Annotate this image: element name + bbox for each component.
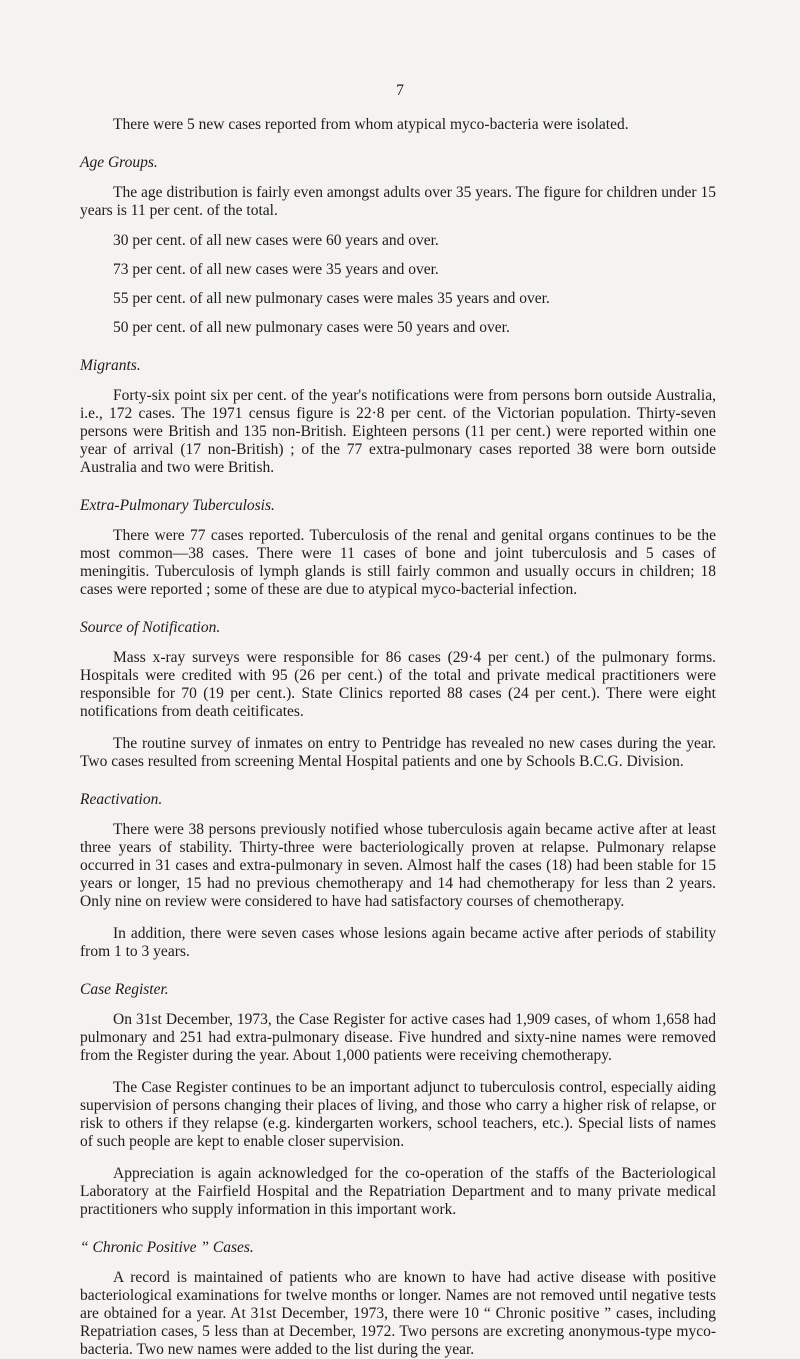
section-paragraph: The Case Register continues to be an important adjunct to tuberculosis control, especially aiding supervision of persons changing their places of living, and those who carry a higher risk of relapse, or risk to others if they relapse (e.g. kindergarten workers, school teachers, etc.). Special lists of names of such people are kept to enable closer supervision. <box>80 1079 716 1150</box>
section-paragraph: There were 77 cases reported. Tuberculosis of the renal and genital organs continues to be the most common—38 cases. There were 11 cases of bone and joint tuberculosis and 5 cases of meningitis. Tuberculosis of lymph glands is still fairly common and usually occurs in children; 18 cases were reported ; some of these are due to atypical myco-bacterial infection. <box>80 527 716 598</box>
section-paragraph: Mass x-ray surveys were responsible for 86 cases (29·4 per cent.) of the pulmonary forms. Hospitals were credited with 95 (26 per cent.) of the total and private medical practitioners were responsible for 70 (19 per cent.). State Clinics reported 88 cases (24 per cent.). There were eight notifications from death ceitificates. <box>80 649 716 720</box>
page-content <box>80 116 716 1359</box>
section-heading: Migrants. <box>80 357 141 374</box>
age-stats-list <box>80 232 716 337</box>
section-reactivation <box>80 791 716 961</box>
section-extra-pulmonary <box>80 497 716 599</box>
intro-paragraph: There were 5 new cases reported from whom atypical myco-bacteria were isolated. <box>113 116 629 133</box>
section-heading: Extra-Pulmonary Tuberculosis. <box>80 497 275 514</box>
section-heading: Age Groups. <box>80 154 158 171</box>
section-paragraph: The age distribution is fairly even amongst adults over 35 years. The figure for children under 15 years is 11 per cent. of the total. <box>80 184 716 219</box>
section-paragraph: The routine survey of inmates on entry to Pentridge has revealed no new cases during the year. Two cases resulted from screening Mental Hospital patients and one by Schools B.C.G. Division. <box>80 735 716 770</box>
section-source-of-notification <box>80 619 716 771</box>
section-heading: Case Register. <box>80 981 169 998</box>
section-paragraph: Appreciation is again acknowledged for the co-operation of the staffs of the Bacteriological Laboratory at the Fairfield Hospital and the Repatriation Department and to many private medical practitioners who supply information in this important work. <box>80 1165 716 1218</box>
section-paragraph: Forty-six point six per cent. of the year's notifications were from persons born outside Australia, i.e., 172 cases. The 1971 census figure is 22·8 per cent. of the Victorian population. Thirty-seven persons were British and 135 non-British. Eighteen persons (11 per cent.) were reported within one year of arrival (17 non-British) ; of the 77 extra-pulmonary cases reported 38 were born outside Australia and two were British. <box>80 387 716 476</box>
page-number: 7 <box>396 82 404 99</box>
stat-item: 30 per cent. of all new cases were 60 years and over. <box>113 232 439 249</box>
section-heading: “ Chronic Positive ” Cases. <box>80 1239 254 1256</box>
section-paragraph: A record is maintained of patients who are known to have had active disease with positive bacteriological examinations for twelve months or longer. Names are not removed until negative tests are obtained for a year. At 31st December, 1973, there were 10 “ Chronic positive ” cases, including Repatriation cases, 5 less than at December, 1972. Two persons are excreting anonymous-type myco-bacteria. Two new names were added to the list during the year. <box>80 1269 716 1358</box>
section-paragraph: On 31st December, 1973, the Case Register for active cases had 1,909 cases, of whom 1,658 had pulmonary and 251 had extra-pulmonary disease. Five hundred and sixty-nine names were removed from the Register during the year. About 1,000 patients were receiving chemotherapy. <box>80 1011 716 1064</box>
stat-item: 73 per cent. of all new cases were 35 years and over. <box>113 261 439 278</box>
section-age-groups <box>80 154 716 337</box>
stat-item: 55 per cent. of all new pulmonary cases were males 35 years and over. <box>113 290 550 307</box>
section-migrants <box>80 357 716 477</box>
section-heading: Reactivation. <box>80 791 163 808</box>
section-case-register <box>80 981 716 1219</box>
section-paragraph: In addition, there were seven cases whose lesions again became active after periods of stability from 1 to 3 years. <box>80 925 716 960</box>
section-paragraph: There were 38 persons previously notified whose tuberculosis again became active after at least three years of stability. Thirty-three were bacteriologically proven at relapse. Pulmonary relapse occurred in 31 cases and extra-pulmonary in seven. Almost half the cases (18) had been stable for 15 years or longer, 15 had no previous chemotherapy and 14 had chemotherapy for less than 2 years. Only nine on review were considered to have had satisfactory courses of chemotherapy. <box>80 821 716 910</box>
section-chronic-positive <box>80 1239 716 1359</box>
stat-item: 50 per cent. of all new pulmonary cases were 50 years and over. <box>113 319 510 336</box>
section-heading: Source of Notification. <box>80 619 221 636</box>
